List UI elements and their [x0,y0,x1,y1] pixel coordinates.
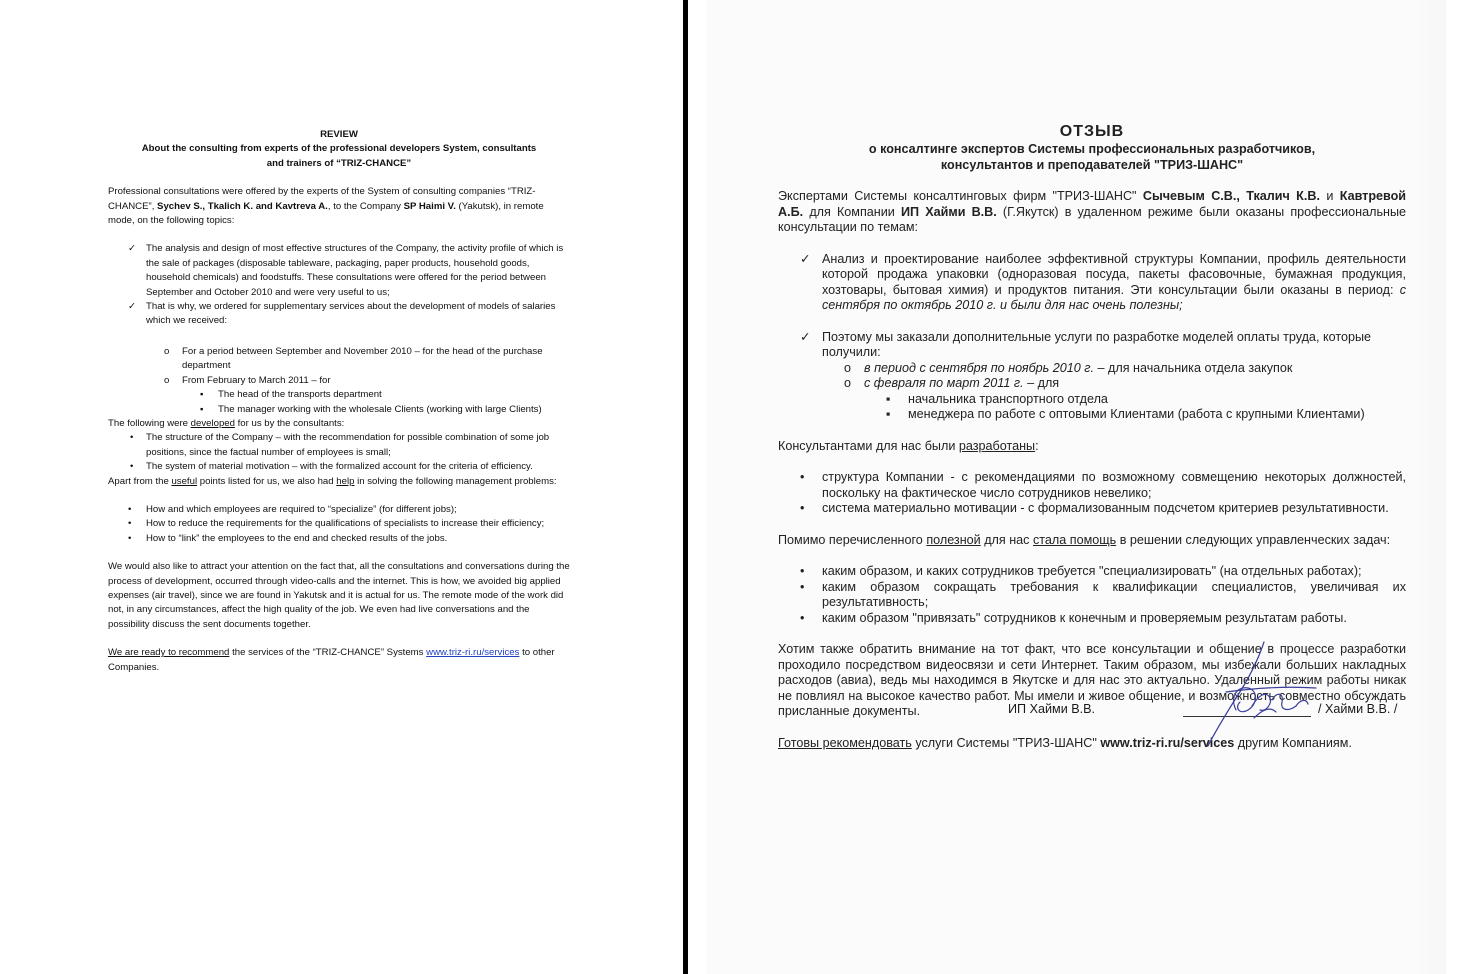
intro-paragraph: Professional consultations were offered by the experts of the System of consulting companies “TRIZ-CHANCE”, Sychev S., Tkalich K. and Kavtreva A., to the Company SP Haimi V. (Yakutsk), in remote mode, on the following topics: [108,186,544,227]
sub-sub-item-ru: ▪ начальника транспортного отдела [886,391,1108,406]
bullet-icon: • [800,579,805,594]
developed-item-ru: • система материально мотивации - с формализованным подсчетом критериев результативности. [800,501,1389,515]
bullet-icon: • [130,461,134,473]
developed-item: • The system of material motivation – with the formalized account for the criteria of efficiency. [108,460,570,474]
developed-item: • The structure of the Company – with the recommendation for possible combination of some job positions, since the factual number of employees is small; [108,431,570,460]
review-subtitle-1: About the consulting from experts of the professional developers System, consultants [141,143,537,155]
otzyv-title: ОТЗЫВ [1059,123,1125,140]
developed-line: The following were developed for us by the consultants: [108,417,345,429]
square-bullet-icon: ▪ [886,391,891,406]
bullet-icon: • [128,518,132,530]
circle-bullet-icon: o [164,374,170,386]
check-item-ru: ✓ Поэтому мы заказали дополнительные услуги по разработке моделей оплаты труда, которые получили: [800,329,1372,359]
sub-item: o From February to March 2011 – for [108,374,570,388]
sub-sub-item: ▪ The head of the transports department [108,388,570,402]
bullet-icon: • [128,532,132,544]
apart-line: Apart from the useful points listed for us, we also had help in solving the following management problems: [108,475,557,487]
checkmark-icon: ✓ [128,301,137,313]
services-link-ru[interactable]: www.triz-ri.ru/services [1100,735,1235,750]
apart-line-ru: Помимо перечисленного полезной для нас стала помощь в решении следующих управленческих задач: [778,532,1391,547]
problem-item-ru: • каким образом, и каких сотрудников требуется "специализировать" (на отдельных работах); [800,564,1362,578]
checkmark-icon: ✓ [800,329,811,344]
square-bullet-icon: ▪ [200,403,204,415]
checkmark-icon: ✓ [800,251,811,266]
problem-item: • How and which employees are required to “specialize” (for different jobs); [108,503,570,517]
otzyv-subtitle-1: о консалтинге экспертов Системы профессиональных разработчиков, [868,142,1316,156]
check-item: ✓ The analysis and design of most effective structures of the Company, the activity profile of which is the sale of packages (disposable tableware, packaging, paper products, household goods, household chemicals) and foodstuffs. These consultations were offered for the period between September and October 2010 and were very useful to us; [108,242,570,300]
recommend-paragraph-ru: Готовы рекомендовать услуги Системы "ТРИЗ-ШАНС" www.triz-ri.ru/services другим Компаниям. [778,735,1352,750]
attention-paragraph: We would also like to attract your attention on the fact that, all the consultations and conversations during the process of development, occurred through video-calls and the internet. This is how, we avoided big applied expenses (air travel), since we are found in Yakutsk and it is actual for us. The remote mode of the work did not, in any circumstances, affect the high quality of the job. We even had live conversations and the possibility discuss the sent documents together. [108,561,570,630]
review-subtitle-2: and trainers of “TRIZ-CHANCE” [266,157,412,169]
signatory-name: ИП Хайми В.В. [1008,702,1096,716]
bullet-icon: • [800,610,805,625]
services-link[interactable]: www.triz-ri.ru/services [426,647,520,659]
sub-sub-item: ▪ The manager working with the wholesale Clients (working with large Clients) [108,403,570,417]
bullet-icon: • [130,432,134,444]
problem-item: • How to reduce the requirements for the qualifications of specialists to increase their efficiency; [108,517,570,531]
russian-review-page [706,0,1446,974]
problem-item-ru: • каким образом "привязать" сотрудников к конечным и проверяемым результатам работы. [800,610,1347,625]
developed-line-ru: Консультантами для нас были разработаны: [778,438,1039,453]
sub-item-ru: o в период с сентября по ноябрь 2010 г. – для начальника отдела закупок [844,360,1293,375]
problem-item-ru: • каким образом сокращать требования к квалификации специалистов, увеличивая их результативность; [800,579,1406,609]
recommend-paragraph: We are ready to recommend the services of the “TRIZ-CHANCE” Systems www.triz-ri.ru/services to other Companies. [108,647,555,673]
attention-paragraph-ru: Хотим также обратить внимание на тот факт, что все консультации и общение в процессе разработки проходило посредством видеосвязи и сети Интернет. Таким образом, мы избежали больших накладных расходов (авиа), ведь мы находимся в Якутске и для нас это актуально. Удаленный режим работы никак не повлиял на высокое качество работ. Мы имели и живое общение, и возможность совместно обсуждать присланные документы. [778,642,1406,718]
otzyv-subtitle-2: консультантов и преподавателей "ТРИЗ-ШАНС" [940,157,1244,172]
signatory-name-repeat: / Хайми В.В. / [1318,702,1398,716]
sub-sub-item-ru: ▪ менеджера по работе с оптовыми Клиентами (работа с крупными Клиентами) [886,407,1365,421]
intro-paragraph-ru: Экспертами Системы консалтинговых фирм "ТРИЗ-ШАНС" Сычевым С.В., Ткалич К.В. и Кавтревой А.Б. для Компании ИП Хайми В.В. (Г.Якутск) в удаленном режиме были оказаны профессиональные консультации по темам: [778,189,1407,234]
check-item: ✓ That is why, we ordered for supplementary services about the development of models of salaries which we received: [108,300,570,329]
check-item-ru: ✓ Анализ и проектирование наиболее эффективной структуры Компании, профиль деятельности которой продажа упаковки (одноразовая посуда, пакеты фасовочные, бумажная продукция, хозтовары, бытовая химия) и продуктов питания. Эти консультации были оказаны в период: с сентября по октябрь 2010 г. и были для нас очень полезны; [800,251,1407,312]
problem-item: • How to “link” the employees to the end and checked results of the jobs. [108,532,570,546]
circle-bullet-icon: o [164,345,170,357]
bullet-icon: • [800,564,805,578]
square-bullet-icon: ▪ [200,389,204,401]
circle-bullet-icon: o [844,360,852,375]
page-divider [683,0,688,974]
review-title: REVIEW [320,129,358,140]
bullet-icon: • [800,501,805,515]
bullet-icon: • [800,470,805,484]
sub-item: o For a period between September and November 2010 – for the head of the purchase department [108,345,570,374]
square-bullet-icon: ▪ [886,407,891,421]
english-review-page [108,128,570,675]
bullet-icon: • [128,503,132,515]
checkmark-icon: ✓ [128,243,137,255]
sub-item-ru: o с февраля по март 2011 г. – для [844,376,1060,390]
developed-item-ru: • структура Компании - с рекомендациями по возможному совмещению некоторых должностей, поскольку на фактическое число сотрудников невелико; [800,470,1406,500]
handwritten-signature [1196,640,1336,750]
circle-bullet-icon: o [844,376,852,390]
